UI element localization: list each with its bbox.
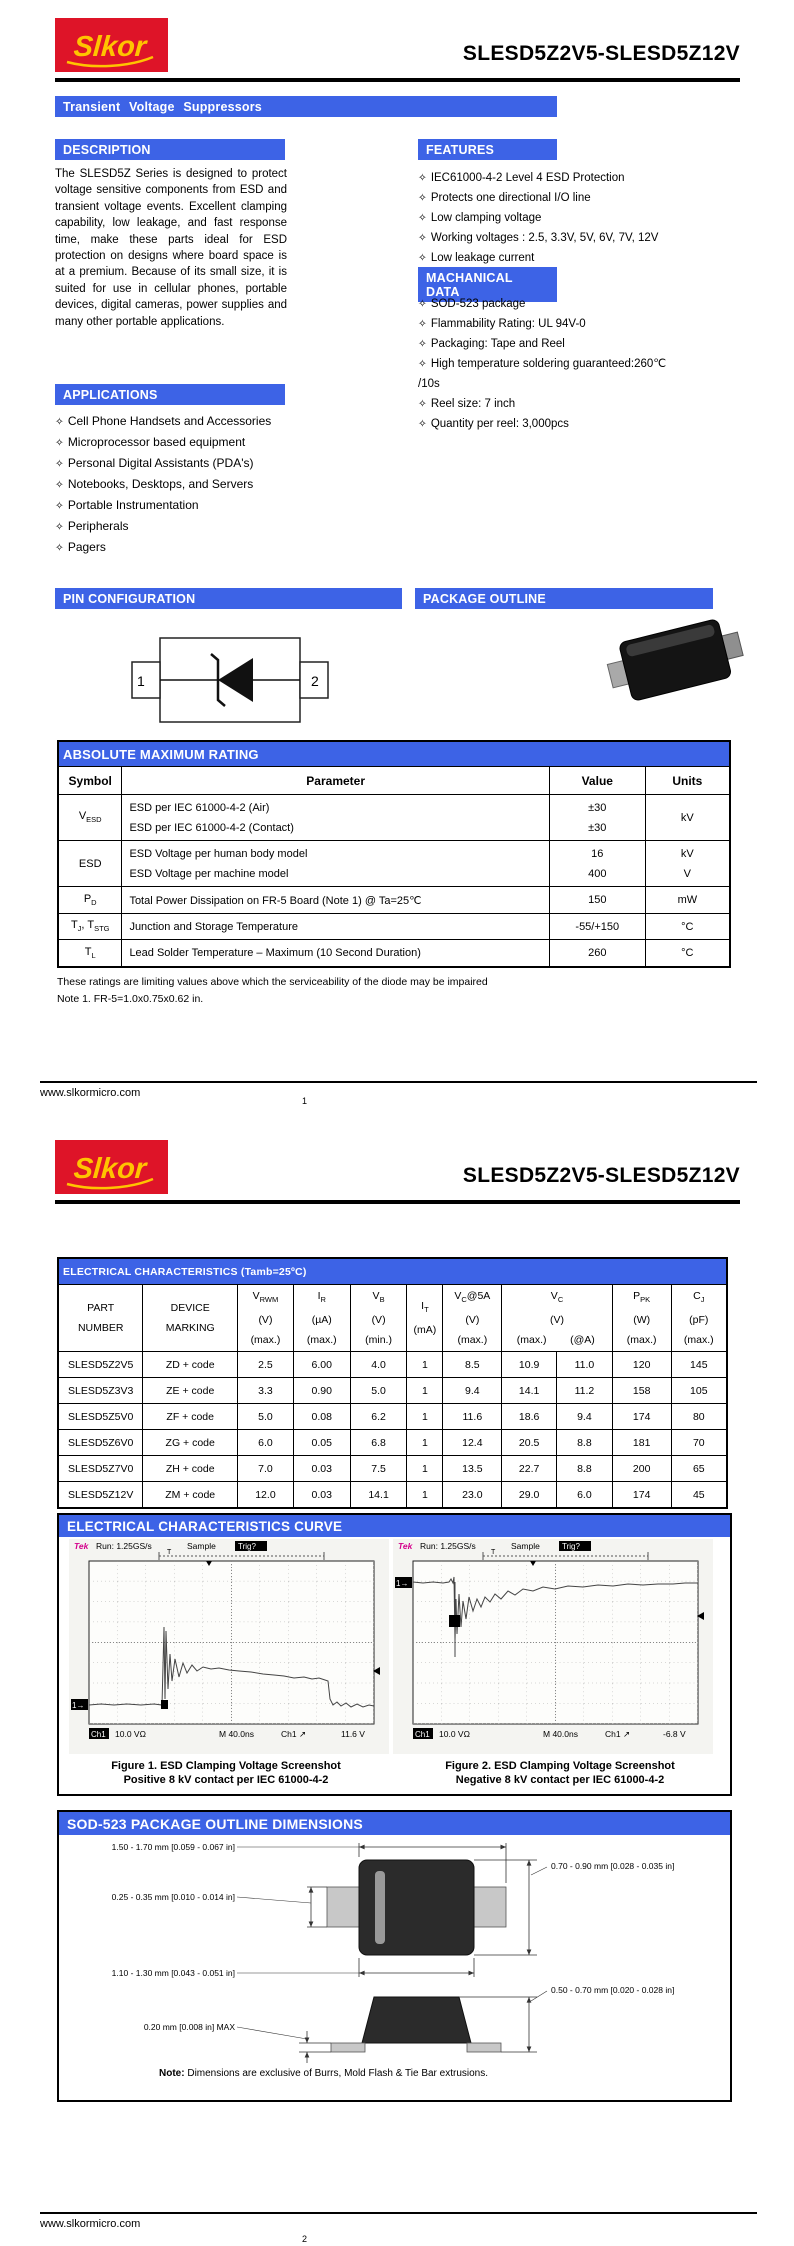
footer-page-number: 1 [302, 1096, 308, 1106]
footer-page-number: 2 [302, 2234, 308, 2244]
cell: 6.2 [350, 1404, 407, 1430]
col-header-vc5a: $V_C@5A$ (V) (max.) [443, 1285, 502, 1352]
section-pin-configuration-heading: PIN CONFIGURATION [55, 588, 402, 609]
parameter-cell: ESD Voltage per human body model ESD Voltage per machine model [122, 841, 549, 887]
cell: 158 [612, 1378, 671, 1404]
cell: 6.0 [238, 1430, 294, 1456]
cell: 1 [407, 1404, 443, 1430]
pin-configuration-diagram [115, 630, 345, 726]
table-row [58, 1352, 727, 1378]
banner-transient-voltage-suppressors: Transient Voltage Suppressors [55, 96, 557, 117]
parameter-cell: Lead Solder Temperature – Maximum (10 Second Duration) [122, 940, 549, 967]
dim-height: 0.70 - 0.90 mm [0.028 - 0.035 in] [551, 1861, 675, 1871]
value-cell: ±30 ±30 [549, 795, 645, 841]
cell: 10.9 [502, 1352, 557, 1378]
table-row [58, 795, 730, 841]
trigger-source: Ch1 ↗ [281, 1729, 307, 1739]
cell: 7.0 [238, 1456, 294, 1482]
note-line: These ratings are limiting values above which the serviceability of the diode may be impaired [57, 976, 488, 988]
value-cell: 16 400 [549, 841, 645, 887]
table-row [58, 940, 730, 967]
cathode-band [375, 1871, 385, 1944]
package-3d-image [600, 604, 750, 712]
scope-run-rate: Run: 1.25GS/s [96, 1541, 152, 1551]
cell: 45 [671, 1482, 727, 1509]
col-header: Symbol [58, 767, 122, 795]
parameter-cell: Total Power Dissipation on FR-5 Board (Note 1) @ Ta=25℃ [122, 887, 549, 914]
footer-rule [40, 1081, 757, 1083]
cell: 3.3 [238, 1378, 294, 1404]
cell: 14.1 [350, 1482, 407, 1509]
cell: 22.7 [502, 1456, 557, 1482]
cell: SLESD5Z5V0 [58, 1404, 143, 1430]
table-row [58, 1482, 727, 1509]
abs-max-heading: ABSOLUTE MAXIMUM RATING [58, 741, 730, 767]
logo-text: Slkor [72, 31, 148, 63]
cell: 105 [671, 1378, 727, 1404]
trigger-point-marker [161, 1700, 168, 1709]
cell: 6.00 [293, 1352, 350, 1378]
description-body: The SLESD5Z Series is designed to protect voltage sensitive components from ESD and transient voltage events. Excellent clamping capability, low leakage, and fast response time, make these parts ideal for ESD protection on designs where board space is at a premium. Because of its small size, it is suited for use in cellular phones, portable devices, digital cameras, power supplies and many other portable applications. [55, 168, 287, 328]
mechanical-item: ✧ Reel size: 7 inch [418, 394, 670, 414]
cell: 1 [407, 1482, 443, 1509]
section-description-heading: DESCRIPTION [55, 139, 285, 160]
col-header-it: $I_T$ (mA) [407, 1285, 443, 1352]
note-line: Note 1. FR-5=1.0x0.75x0.62 in. [57, 993, 204, 1005]
logo-text: Slkor [72, 1153, 148, 1185]
table-row [58, 1378, 727, 1404]
cell: 9.4 [557, 1404, 613, 1430]
units-cell: kV [645, 795, 730, 841]
oscilloscope-screenshot-2 [393, 1539, 713, 1754]
applications-list [55, 411, 345, 558]
section-sod-heading: SOD-523 PACKAGE OUTLINE DIMENSIONS [59, 1812, 730, 1835]
electrical-characteristics-table [57, 1257, 728, 1509]
section-package-outline-heading: PACKAGE OUTLINE [415, 588, 713, 609]
scope-sample-mode: Sample [187, 1541, 216, 1551]
cell: ZF + code [143, 1404, 238, 1430]
table-row [58, 767, 730, 795]
absolute-maximum-rating-table [57, 740, 731, 968]
mechanical-item: ✧ High temperature soldering guaranteed:260℃ /10s [418, 354, 668, 394]
oscilloscope-screenshot-1 [69, 1539, 389, 1754]
pad-right [467, 2043, 501, 2052]
section-mechanical-heading: MACHANICAL DATA [418, 267, 557, 302]
symbol-cell: $T_L$ [58, 940, 122, 967]
scope-sample-mode: Sample [511, 1541, 540, 1551]
table-row [58, 914, 730, 940]
cell: 80 [671, 1404, 727, 1430]
cell: SLESD5Z3V3 [58, 1378, 143, 1404]
application-item: ✧ Cell Phone Handsets and Accessories [55, 411, 345, 432]
dim-lead-length: 0.50 - 0.70 mm [0.020 - 0.028 in] [551, 1985, 675, 1995]
feature-item: ✧ IEC61000-4-2 Level 4 ESD Protection [418, 168, 670, 188]
col-header-device-marking: DEVICE MARKING [143, 1285, 238, 1352]
channel-1-marker: 1→ [396, 1579, 409, 1588]
col-header-ppk: $P_{PK}$ (W) (max.) [612, 1285, 671, 1352]
cell: SLESD5Z2V5 [58, 1352, 143, 1378]
col-header-vc: $V_C$ (V) (max.) (@A) [502, 1285, 613, 1352]
timebase: M 40.0ns [219, 1729, 254, 1739]
feature-item: ✧ Working voltages : 2.5, 3.3V, 5V, 6V, 7V, 12V [418, 228, 670, 248]
mechanical-item: ✧ Flammability Rating: UL 94V-0 [418, 314, 670, 334]
page-title: SLESD5Z2V5-SLESD5Z12V [462, 42, 740, 65]
cell: 200 [612, 1456, 671, 1482]
cell: 11.0 [557, 1352, 613, 1378]
table-row [58, 741, 730, 767]
table-row [58, 1404, 727, 1430]
cell: 18.6 [502, 1404, 557, 1430]
col-header: Value [549, 767, 645, 795]
cell: SLESD5Z6V0 [58, 1430, 143, 1456]
cell: 181 [612, 1430, 671, 1456]
cell: 0.03 [293, 1456, 350, 1482]
sod523-dimensions-box [57, 1810, 732, 2102]
cell: 4.0 [350, 1352, 407, 1378]
cell: 20.5 [502, 1430, 557, 1456]
cell: 1 [407, 1378, 443, 1404]
tek-logo: Tek [398, 1541, 413, 1551]
table-row [58, 1430, 727, 1456]
cell: ZD + code [143, 1352, 238, 1378]
trig-badge: Trig? [562, 1542, 580, 1551]
lead-left [327, 1887, 359, 1927]
value-cell: 260 [549, 940, 645, 967]
footer-url: www.slkormicro.com [40, 1087, 141, 1099]
col-header-vrwm: $V_{RWM}$ (V) (max.) [238, 1285, 294, 1352]
features-list [418, 168, 670, 268]
cell: 12.0 [238, 1482, 294, 1509]
trigger-level: 11.6 V [341, 1729, 365, 1739]
application-item: ✧ Notebooks, Desktops, and Servers [55, 474, 345, 495]
volts-per-div: 10.0 VΩ [115, 1729, 146, 1739]
footer-url: www.slkormicro.com [40, 2218, 141, 2230]
cell: ZE + code [143, 1378, 238, 1404]
dim-lead-thickness: 0.25 - 0.35 mm [0.010 - 0.014 in] [111, 1892, 235, 1902]
sod-note: Note: Dimensions are exclusive of Burrs, Mold Flash & Tie Bar extrusions. [159, 2068, 489, 2079]
cell: SLESD5Z12V [58, 1482, 143, 1509]
col-header: Units [645, 767, 730, 795]
cell: 6.0 [557, 1482, 613, 1509]
pin-1-label: 1 [137, 673, 145, 689]
application-item: ✧ Microprocessor based equipment [55, 432, 345, 453]
cell: 11.6 [443, 1404, 502, 1430]
trigger-level: -6.8 V [663, 1729, 686, 1739]
dim-total-width: 1.50 - 1.70 mm [0.059 - 0.067 in] [111, 1842, 235, 1852]
feature-item: ✧ Low clamping voltage [418, 208, 670, 228]
value-cell: 150 [549, 887, 645, 914]
cell: 1 [407, 1352, 443, 1378]
channel-1-marker: 1→ [72, 1701, 85, 1710]
cell: 13.5 [443, 1456, 502, 1482]
electrical-characteristics-curve-box [57, 1513, 732, 1796]
col-header-vb: $V_B$ (V) (min.) [350, 1285, 407, 1352]
table-row [58, 887, 730, 914]
cell: 174 [612, 1482, 671, 1509]
units-cell: °C [645, 940, 730, 967]
cell: 8.8 [557, 1430, 613, 1456]
acquisition-marker: T [491, 1549, 496, 1556]
cell: 70 [671, 1430, 727, 1456]
col-header-ir: $I_R$ (µA) (max.) [293, 1285, 350, 1352]
cell: 120 [612, 1352, 671, 1378]
units-cell: °C [645, 914, 730, 940]
cell: 23.0 [443, 1482, 502, 1509]
elec-heading: ELECTRICAL CHARACTERISTICS (Tamb=25ºC) [58, 1258, 727, 1285]
units-cell: kV V [645, 841, 730, 887]
parameter-cell: Junction and Storage Temperature [122, 914, 549, 940]
cell: SLESD5Z7V0 [58, 1456, 143, 1482]
pin-2-label: 2 [311, 673, 319, 689]
application-item: ✧ Pagers [55, 537, 345, 558]
timebase: M 40.0ns [543, 1729, 578, 1739]
cell: 5.0 [350, 1378, 407, 1404]
table-row [58, 1285, 727, 1352]
col-header: Parameter [122, 767, 549, 795]
cell: 2.5 [238, 1352, 294, 1378]
table-row [58, 1456, 727, 1482]
table-row [58, 1258, 727, 1285]
cell: 1 [407, 1430, 443, 1456]
volts-per-div: 10.0 VΩ [439, 1729, 470, 1739]
cell: 0.08 [293, 1404, 350, 1430]
ch1-badge: Ch1 [415, 1730, 430, 1739]
scope-run-rate: Run: 1.25GS/s [420, 1541, 476, 1551]
package-body-side [362, 1997, 471, 2043]
symbol-cell: $T_J$, $T_{STG}$ [58, 914, 122, 940]
mechanical-list [418, 294, 670, 434]
col-header-part-number: PART NUMBER [58, 1285, 143, 1352]
cell: 145 [671, 1352, 727, 1378]
cell: 174 [612, 1404, 671, 1430]
cell: 8.8 [557, 1456, 613, 1482]
section-features-heading: FEATURES [418, 139, 557, 160]
cell: 0.90 [293, 1378, 350, 1404]
section-applications-heading: APPLICATIONS [55, 384, 285, 405]
cell: 5.0 [238, 1404, 294, 1430]
cell: ZG + code [143, 1430, 238, 1456]
cell: 7.5 [350, 1456, 407, 1482]
tek-logo: Tek [74, 1541, 89, 1551]
cell: ZH + code [143, 1456, 238, 1482]
mechanical-item: ✧ Packaging: Tape and Reel [418, 334, 670, 354]
dim-body-width: 1.10 - 1.30 mm [0.043 - 0.051 in] [111, 1968, 235, 1978]
cell: 8.5 [443, 1352, 502, 1378]
cell: 14.1 [502, 1378, 557, 1404]
cell: ZM + code [143, 1482, 238, 1509]
sod523-outline-drawing [59, 1835, 726, 2063]
cell: 0.05 [293, 1430, 350, 1456]
value-cell: -55/+150 [549, 914, 645, 940]
symbol-cell: ESD [58, 841, 122, 887]
section-curve-heading: ELECTRICAL CHARACTERISTICS CURVE [59, 1515, 730, 1537]
trigger-point-marker [449, 1615, 460, 1627]
cell: 65 [671, 1456, 727, 1482]
cell: 0.03 [293, 1482, 350, 1509]
cell: 29.0 [502, 1482, 557, 1509]
scope-figure-1 [59, 1539, 393, 1787]
figure-caption: Figure 2. ESD Clamping Voltage Screenshot Negative 8 kV contact per IEC 61000-4-2 [445, 1760, 675, 1786]
application-item: ✧ Portable Instrumentation [55, 495, 345, 516]
feature-item: ✧ Protects one directional I/O line [418, 188, 670, 208]
col-header-cj: $C_J$ (pF) (max.) [671, 1285, 727, 1352]
mechanical-item: ✧ Quantity per reel: 3,000pcs [418, 414, 670, 434]
acquisition-marker: T [167, 1549, 172, 1556]
abs-max-notes [57, 974, 747, 1008]
dim-standoff: 0.20 mm [0.008 in] MAX [143, 2022, 235, 2032]
page-title: SLESD5Z2V5-SLESD5Z12V [462, 1164, 740, 1187]
units-cell: mW [645, 887, 730, 914]
feature-item: ✧ Low leakage current [418, 248, 670, 268]
header-rule [55, 78, 740, 82]
symbol-cell: $P_D$ [58, 887, 122, 914]
cell: 11.2 [557, 1378, 613, 1404]
slkor-logo [55, 1140, 168, 1194]
footer-rule [40, 2212, 757, 2214]
header-rule [55, 1200, 740, 1204]
application-item: ✧ Personal Digital Assistants (PDA's) [55, 453, 345, 474]
trigger-source: Ch1 ↗ [605, 1729, 631, 1739]
ch1-badge: Ch1 [91, 1730, 106, 1739]
lead-right [474, 1887, 506, 1927]
cell: 12.4 [443, 1430, 502, 1456]
cell: 6.8 [350, 1430, 407, 1456]
parameter-cell: ESD per IEC 61000-4-2 (Air) ESD per IEC 61000-4-2 (Contact) [122, 795, 549, 841]
cell: 1 [407, 1456, 443, 1482]
table-row [58, 841, 730, 887]
symbol-cell: $V_{ESD}$ [58, 795, 122, 841]
mechanical-item: ✧ SOD-523 package [418, 294, 670, 314]
slkor-logo [55, 18, 168, 72]
cell: 9.4 [443, 1378, 502, 1404]
trig-badge: Trig? [238, 1542, 256, 1551]
figure-caption: Figure 1. ESD Clamping Voltage Screenshot Positive 8 kV contact per IEC 61000-4-2 [111, 1760, 341, 1786]
application-item: ✧ Peripherals [55, 516, 345, 537]
scope-figure-2 [393, 1539, 727, 1787]
pad-left [331, 2043, 365, 2052]
